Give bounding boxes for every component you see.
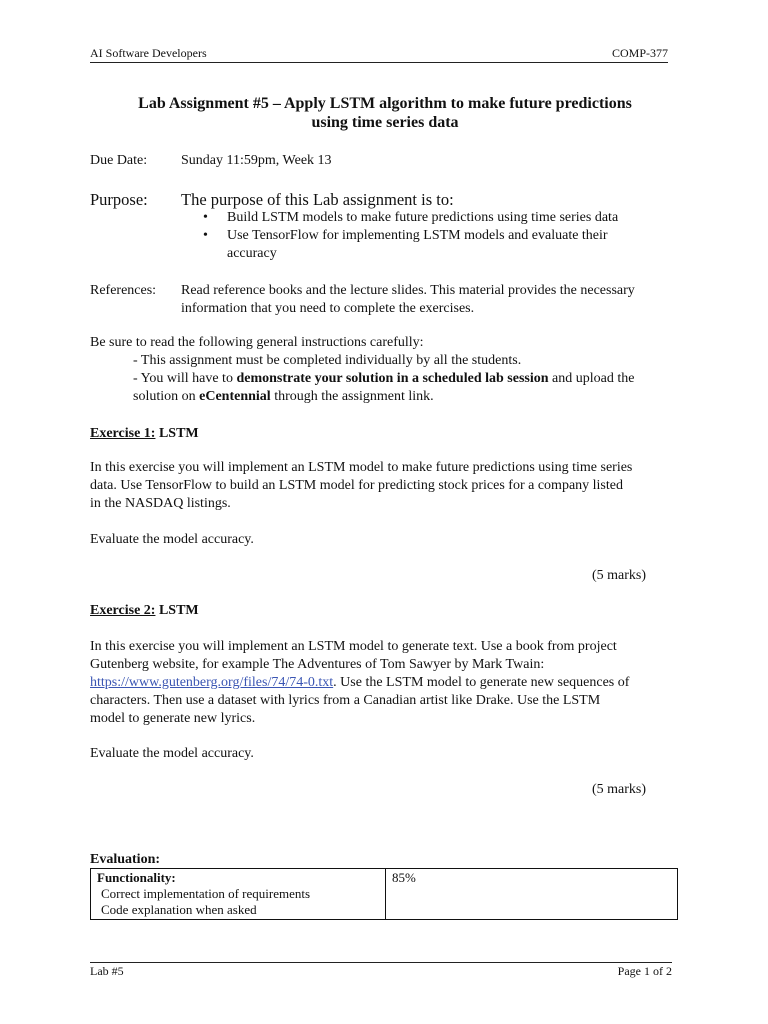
instructions-text: - You will have to	[133, 371, 237, 386]
exercise1-marks: (5 marks)	[591, 568, 646, 583]
due-date-value: Sunday 11:59pm, Week 13	[181, 153, 332, 168]
exercise1-heading-title: LSTM	[155, 426, 199, 441]
evaluation-criteria-cell	[91, 869, 386, 920]
instructions-text: and upload the	[548, 371, 635, 386]
exercise2-heading-label: Exercise 2:	[90, 603, 156, 618]
exercise1-evaluate: Evaluate the model accuracy.	[90, 532, 254, 547]
purpose-bullet	[181, 227, 681, 245]
purpose-intro: The purpose of this Lab assignment is to:	[181, 190, 454, 209]
evaluation-criterion: Code explanation when asked	[101, 902, 257, 917]
table-row	[91, 869, 678, 920]
exercise1-line: In this exercise you will implement an LSTM model to make future predictions using time series	[90, 460, 633, 475]
evaluation-category: Functionality:	[97, 870, 176, 885]
exercise1-description	[90, 459, 690, 513]
footer-lab-number: Lab #5	[90, 964, 124, 978]
header-course-group: AI Software Developers	[90, 46, 207, 60]
exercise2-description	[90, 638, 690, 728]
instructions-text: through the assignment link.	[270, 389, 434, 404]
exercise2-line: characters. Then use a dataset with lyrics from a Canadian artist like Drake. Use the LSTM	[90, 693, 601, 708]
exercise2-heading-title: LSTM	[155, 603, 199, 618]
instructions-intro: Be sure to read the following general instructions carefully:	[90, 335, 424, 350]
page-title-line-2: using time series data	[311, 114, 459, 131]
gutenberg-link[interactable]: https://www.gutenberg.org/files/74/74-0.txt	[90, 675, 334, 690]
references-line: Read reference books and the lecture slides. This material provides the necessary	[181, 283, 635, 298]
instructions-emphasis: demonstrate your solution in a scheduled lab session	[236, 371, 549, 386]
header-rule	[90, 62, 668, 63]
exercise1-heading-label: Exercise 1:	[90, 426, 156, 441]
exercise2-line-with-link	[90, 674, 690, 692]
exercise1-line: data. Use TensorFlow to build an LSTM model for predicting stock prices for a company listed	[90, 478, 623, 493]
exercise2-text: . Use the LSTM model to generate new sequences of	[333, 675, 630, 690]
exercise2-heading	[90, 602, 199, 620]
exercise2-evaluate: Evaluate the model accuracy.	[90, 746, 254, 761]
purpose-bullet	[181, 209, 681, 227]
evaluation-weight: 85%	[392, 870, 416, 885]
exercise1-heading	[90, 425, 199, 443]
footer-rule	[90, 962, 672, 963]
purpose-bullet-text: Use TensorFlow for implementing LSTM models and evaluate their	[227, 228, 608, 243]
exercise2-line: Gutenberg website, for example The Adventures of Tom Sawyer by Mark Twain:	[90, 657, 545, 672]
purpose-label: Purpose:	[90, 190, 148, 209]
bullet-icon: •	[203, 228, 208, 243]
exercise1-line: in the NASDAQ listings.	[90, 496, 231, 511]
purpose-bullet-text: Build LSTM models to make future predictions using time series data	[227, 210, 619, 225]
due-date-label: Due Date:	[90, 153, 148, 168]
bullet-icon: •	[203, 210, 208, 225]
references-text	[181, 282, 681, 318]
references-label: References:	[90, 283, 157, 298]
references-line: information that you need to complete the exercises.	[181, 301, 475, 316]
evaluation-weight-cell	[386, 869, 678, 920]
evaluation-table	[90, 868, 678, 920]
instructions-item-individual: - This assignment must be completed individually by all the students.	[133, 353, 522, 368]
page-title	[90, 94, 680, 132]
header-course-code: COMP-377	[611, 46, 668, 60]
page-title-line-1: Lab Assignment #5 – Apply LSTM algorithm to make future predictions	[138, 95, 632, 112]
purpose-bullet-text: accuracy	[227, 246, 277, 261]
purpose-bullet-list	[181, 209, 681, 263]
exercise2-line: In this exercise you will implement an LSTM model to generate text. Use a book from project	[90, 639, 617, 654]
footer-page-number: Page 1 of 2	[617, 964, 672, 978]
instructions-item-demo	[133, 370, 683, 388]
instructions-text: solution on	[133, 389, 200, 404]
instructions-emphasis: eCentennial	[199, 389, 271, 404]
evaluation-criterion: Correct implementation of requirements	[101, 886, 311, 901]
exercise2-marks: (5 marks)	[591, 782, 646, 797]
instructions-item-demo-line2	[133, 388, 434, 406]
exercise2-line: model to generate new lyrics.	[90, 711, 256, 726]
purpose-bullet-continuation	[181, 245, 681, 263]
evaluation-heading: Evaluation:	[90, 852, 161, 867]
